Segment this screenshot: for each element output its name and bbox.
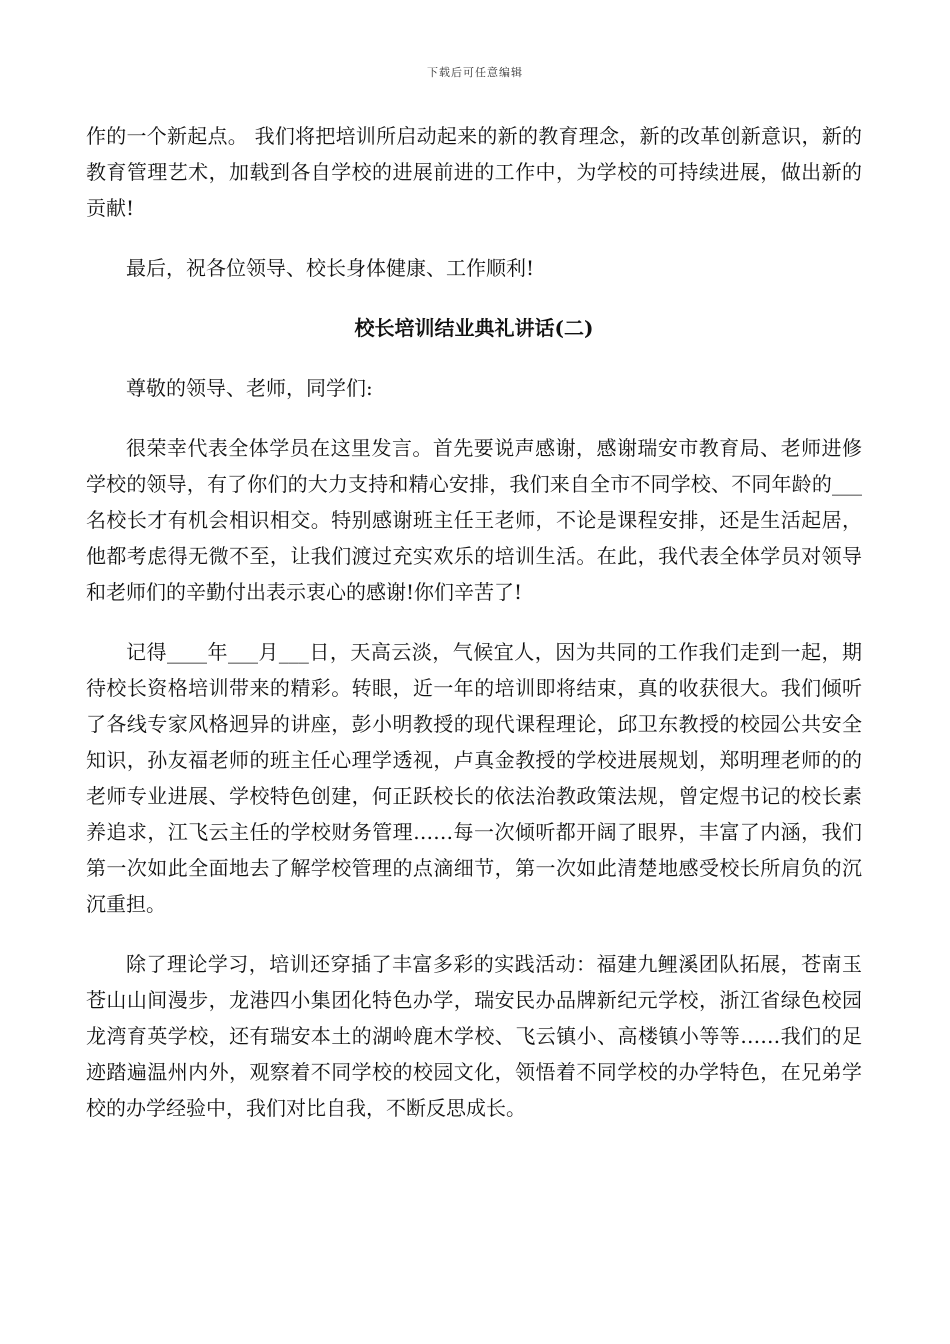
paragraph-thanks: 很荣幸代表全体学员在这里发言。首先要说声感谢，感谢瑞安市教育局、老师进修学校的领导，有了你们的大力支持和精心安排，我们来自全市不同学校、不同年龄的___名校长才有机会相识相交。特别感谢班主任王老师，不论是课程安排，还是生活起居，他都考虑得无微不至，让我们渡过充实欢乐的培训生活。在此，我代表全体学员对领导和老师们的辛勤付出表示衷心的感谢!你们辛苦了! [86, 436, 862, 604]
paragraph-training-review: 记得____年___月___日，天高云淡，气候宜人，因为共同的工作我们走到一起，期待校长资格培训带来的精彩。转眼，近一年的培训即将结束，真的收获很大。我们倾听了各线专家风格迥异的讲座，彭小明教授的现代课程理论，邱卫东教授的校园公共安全知识，孙友福老师的班主任心理学透视，卢真金教授的学校进展规划，郑明理老师的的老师专业进展、学校特色创建，何正跃校长的依法治教政策法规，曾定煜书记的校长素养追求，江飞云主任的学校财务管理……每一次倾听都开阔了眼界，丰富了内涵，我们第一次如此全面地去了解学校管理的点滴细节，第一次如此清楚地感受校长所肩负的沉沉重担。 [86, 640, 862, 916]
paragraph-practice-activities: 除了理论学习，培训还穿插了丰富多彩的实践活动：福建九鲤溪团队拓展，苍南玉苍山山间漫步，龙港四小集团化特色办学，瑞安民办品牌新纪元学校，浙江省绿色校园龙湾育英学校，还有瑞安本土的湖岭鹿木学校、飞云镇小、高楼镇小等等……我们的足迹踏遍温州内外，观察着不同学校的校园文化，领悟着不同学校的办学特色，在兄弟学校的办学经验中，我们对比自我，不断反思成长。 [86, 952, 862, 1120]
document-body [86, 118, 862, 1150]
section-title: 校长培训结业典礼讲话(二) [354, 316, 594, 340]
paragraph-salutation: 尊敬的领导、老师，同学们: [126, 376, 373, 400]
paragraph-closing-wishes: 最后，祝各位领导、校长身体健康、工作顺利! [126, 256, 535, 280]
paragraph-continuation: 作的一个新起点。 我们将把培训所启动起来的新的教育理念，新的改革创新意识，新的教育管理艺术，加载到各自学校的进展前进的工作中，为学校的可持续进展，做出新的贡献! [86, 124, 862, 220]
page-header-note: 下载后可任意编辑 [427, 66, 523, 79]
